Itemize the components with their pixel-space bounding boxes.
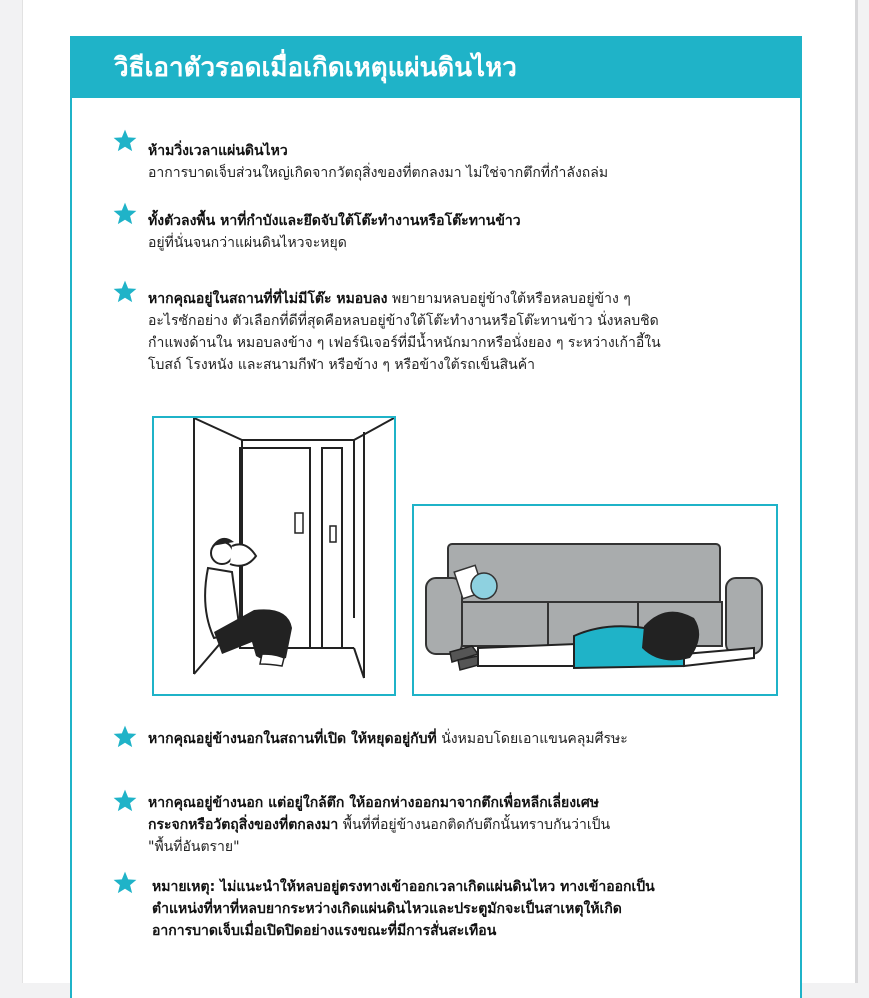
tip-heading: หากคุณอยู่ในสถานที่ที่ไม่มีโต๊ะ หมอบลง bbox=[148, 291, 388, 307]
star-bullet-icon bbox=[112, 724, 138, 750]
star-bullet-icon bbox=[112, 870, 138, 896]
tip-heading: ทั้งตัวลงพื้น หาที่กำบังและยึดจับใต้โต๊ะทำงานหรือโต๊ะทานข้าว bbox=[148, 213, 521, 229]
star-bullet-icon bbox=[112, 788, 138, 814]
tip-text: นั่งหมอบโดยเอาแขนคลุมศีรษะ bbox=[436, 731, 628, 747]
lying-beside-sofa-illustration bbox=[412, 504, 778, 696]
page-title: วิธีเอาตัวรอดเมื่อเกิดเหตุแผ่นดินไหว bbox=[114, 53, 517, 83]
tip-drop-cover bbox=[148, 210, 788, 254]
note-text: หมายเหตุ: ไม่แนะนำให้หลบอยู่ตรงทางเข้าออกเวลาเกิดแผ่นดินไหว ทางเข้าออกเป็น bbox=[152, 879, 655, 895]
tip-no-table bbox=[148, 288, 788, 376]
note-text: อาการบาดเจ็บเมื่อเปิดปิดอย่างแรงขณะที่มีการสั่นสะเทือน bbox=[152, 923, 497, 939]
star-bullet-icon bbox=[112, 128, 138, 154]
tip-note-doorway bbox=[152, 876, 792, 942]
star-bullet-icon bbox=[112, 201, 138, 227]
star-bullet-icon bbox=[112, 279, 138, 305]
tip-text: อะไรซักอย่าง ตัวเลือกที่ดีที่สุดคือหลบอยู่ข้างใต้โต๊ะทำงานหรือโต๊ะทานข้าว นั่งหลบชิด bbox=[148, 313, 659, 329]
tip-text: พื้นที่ที่อยู่ข้างนอกติดกับตึกนั้นทราบกันว่าเป็น bbox=[338, 817, 611, 833]
tip-text: กำแพงด้านใน หมอบลงข้าง ๆ เฟอร์นิเจอร์ที่มีน้ำหนักมากหรือนั่งยอง ๆ ระหว่างเก้าอี้ใน bbox=[148, 335, 661, 351]
card-header bbox=[72, 38, 800, 98]
page-edge bbox=[855, 0, 858, 983]
note-text: ตำแหน่งที่หาที่หลบยากระหว่างเกิดแผ่นดินไหวและประตูมักจะเป็นสาเหตุให้เกิด bbox=[152, 901, 622, 917]
tip-heading: หากคุณอยู่ข้างนอก แต่อยู่ใกล้ตึก ให้ออกห่างออกมาจากตึกเพื่อหลีกเลี่ยงเศษ bbox=[148, 795, 599, 811]
tip-heading: ห้ามวิ่งเวลาแผ่นดินไหว bbox=[148, 143, 288, 159]
tip-text: พยายามหลบอยู่ข้างใต้หรือหลบอยู่ข้าง ๆ bbox=[387, 291, 631, 307]
tip-no-running bbox=[148, 140, 788, 184]
tip-text: โบสถ์ โรงหนัง และสนามกีฬา หรือข้าง ๆ หรือข้างใต้รถเข็นสินค้า bbox=[148, 357, 535, 373]
tip-text: อยู่ที่นั่นจนกว่าแผ่นดินไหวจะหยุด bbox=[148, 235, 347, 251]
tip-text: "พื้นที่อันตราย" bbox=[148, 839, 240, 855]
tip-heading: หากคุณอยู่ข้างนอกในสถานที่เปิด ให้หยุดอยู่กับที่ bbox=[148, 731, 437, 747]
tip-heading: กระจกหรือวัตถุสิ่งของที่ตกลงมา bbox=[148, 817, 339, 833]
tip-outside-open bbox=[148, 728, 788, 750]
tip-text: อาการบาดเจ็บส่วนใหญ่เกิดจากวัตถุสิ่งของที่ตกลงมา ไม่ใช่จากตึกที่กำลังถล่ม bbox=[148, 165, 609, 181]
crouching-in-doorway-illustration bbox=[152, 416, 396, 696]
tip-outside-near-building bbox=[148, 792, 788, 858]
